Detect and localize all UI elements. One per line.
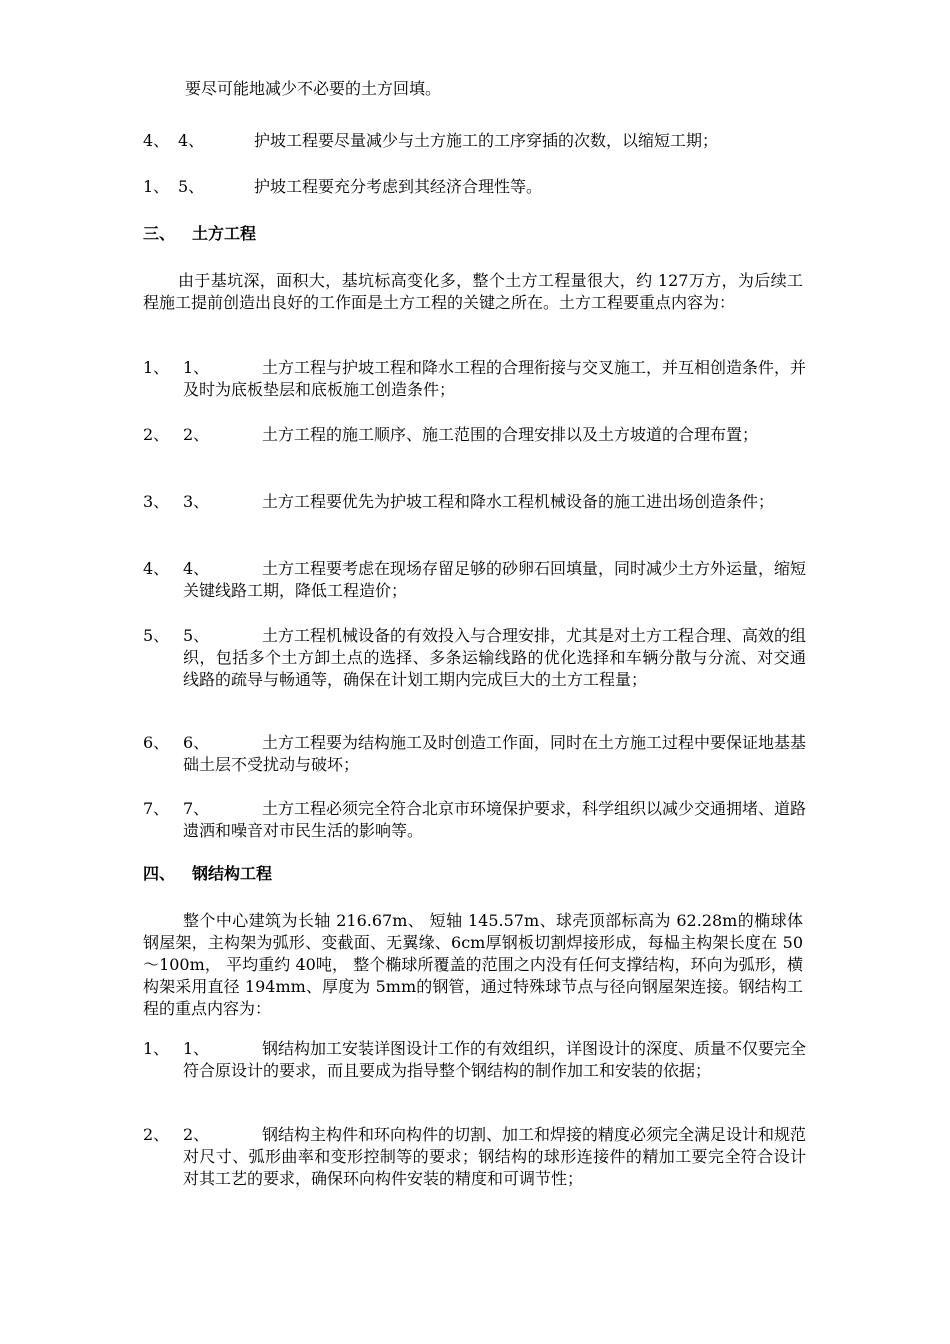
list-number-inner: 2、 [183,1125,210,1144]
list-number-inner: 4、 [178,131,205,150]
continuation-line: 要尽可能地减少不必要的土方回填。 [185,79,442,98]
list-number-inner: 2、 [183,425,210,444]
list-number-outer: 2、 [143,1125,170,1144]
list-item-text: 土方工程与护坡工程和降水工程的合理衔接与交叉施工，并互相创造条件，并及时为底板垫层和底板施工创造条件； [183,358,807,399]
section-title: 土方工程 [192,224,257,243]
list-number-inner: 6、 [183,733,210,752]
list-number-outer: 3、 [143,492,170,511]
list-number-outer: 7、 [143,799,170,818]
list-item-text: 钢结构主构件和环向构件的切割、加工和焊接的精度必须完全满足设计和规范对尺寸、弧形曲率和变形控制等的要求；钢结构的球形连接件的精加工要完全符合设计对其工艺的要求，确保环向构件安装的精度和可调节性； [183,1125,807,1188]
list-number-outer: 5、 [143,626,170,645]
section-number: 三、 [143,224,176,243]
list-number-inner: 4、 [183,559,210,578]
list-item-text: 土方工程要优先为护坡工程和降水工程机械设备的施工进出场创造条件； [262,492,775,511]
list-number-outer: 2、 [143,425,170,444]
list-number-inner: 1、 [183,1039,210,1058]
section-title: 钢结构工程 [192,864,273,883]
list-item-text: 护坡工程要尽量减少与土方施工的工序穿插的次数，以缩短工期； [254,131,719,150]
list-item-text: 钢结构加工安装详图设计工作的有效组织，详图设计的深度、质量不仅要完全符合原设计的要求，而且要成为指导整个钢结构的制作加工和安装的依据； [183,1039,807,1080]
list-item-text: 土方工程的施工顺序、施工范围的合理安排以及土方坡道的合理布置； [262,425,759,444]
section-intro: 由于基坑深，面积大，基坑标高变化多，整个土方工程量很大，约 127万方，为后续工程施工提前创造出良好的工作面是土方工程的关键之所在。土方工程要重点内容为： [143,271,803,312]
list-number-inner: 3、 [183,492,210,511]
list-item-text: 土方工程要为结构施工及时创造工作面，同时在土方施工过程中要保证地基基础土层不受扰动与破坏； [183,733,807,774]
list-number-outer: 4、 [143,559,170,578]
list-number-outer: 1、 [143,177,170,196]
list-item-text: 土方工程必须完全符合北京市环境保护要求，科学组织以减少交通拥堵、道路遗洒和噪音对市民生活的影响等。 [183,799,807,840]
section-number: 四、 [143,864,176,883]
list-number-outer: 6、 [143,733,170,752]
list-number-outer: 1、 [143,358,170,377]
list-number-inner: 5、 [178,177,205,196]
list-item-text: 土方工程要考虑在现场存留足够的砂卵石回填量，同时减少土方外运量，缩短关键线路工期，降低工程造价； [183,559,807,600]
list-number-outer: 4、 [143,131,170,150]
list-item-text: 土方工程机械设备的有效投入与合理安排，尤其是对土方工程合理、高效的组织，包括多个土方卸土点的选择、多条运输线路的优化选择和车辆分散与分流、对交通线路的疏导与畅通等，确保在计划工期内完成巨大的土方工程量； [183,626,807,689]
list-number-outer: 1、 [143,1039,170,1058]
list-number-inner: 5、 [183,626,210,645]
list-item-text: 护坡工程要充分考虑到其经济合理性等。 [254,177,543,196]
list-number-inner: 7、 [183,799,210,818]
section-intro: 整个中心建筑为长轴 216.67m、 短轴 145.57m、球壳顶部标高为 62.28m的椭球体钢屋架，主构架为弧形、变截面、无翼缘、6cm厚钢板切割焊接形成，每榀主构架长度在 50～100m， 平均重约 40吨， 整个椭球所覆盖的范围之内没有任何支撑结构，环向为弧形，横构架采用直径 194mm、厚度为 5mm的钢管，通过特殊球节点与径向钢屋架连接。钢结构工程的重点内容为： [143,911,803,1018]
list-number-inner: 1、 [183,358,210,377]
